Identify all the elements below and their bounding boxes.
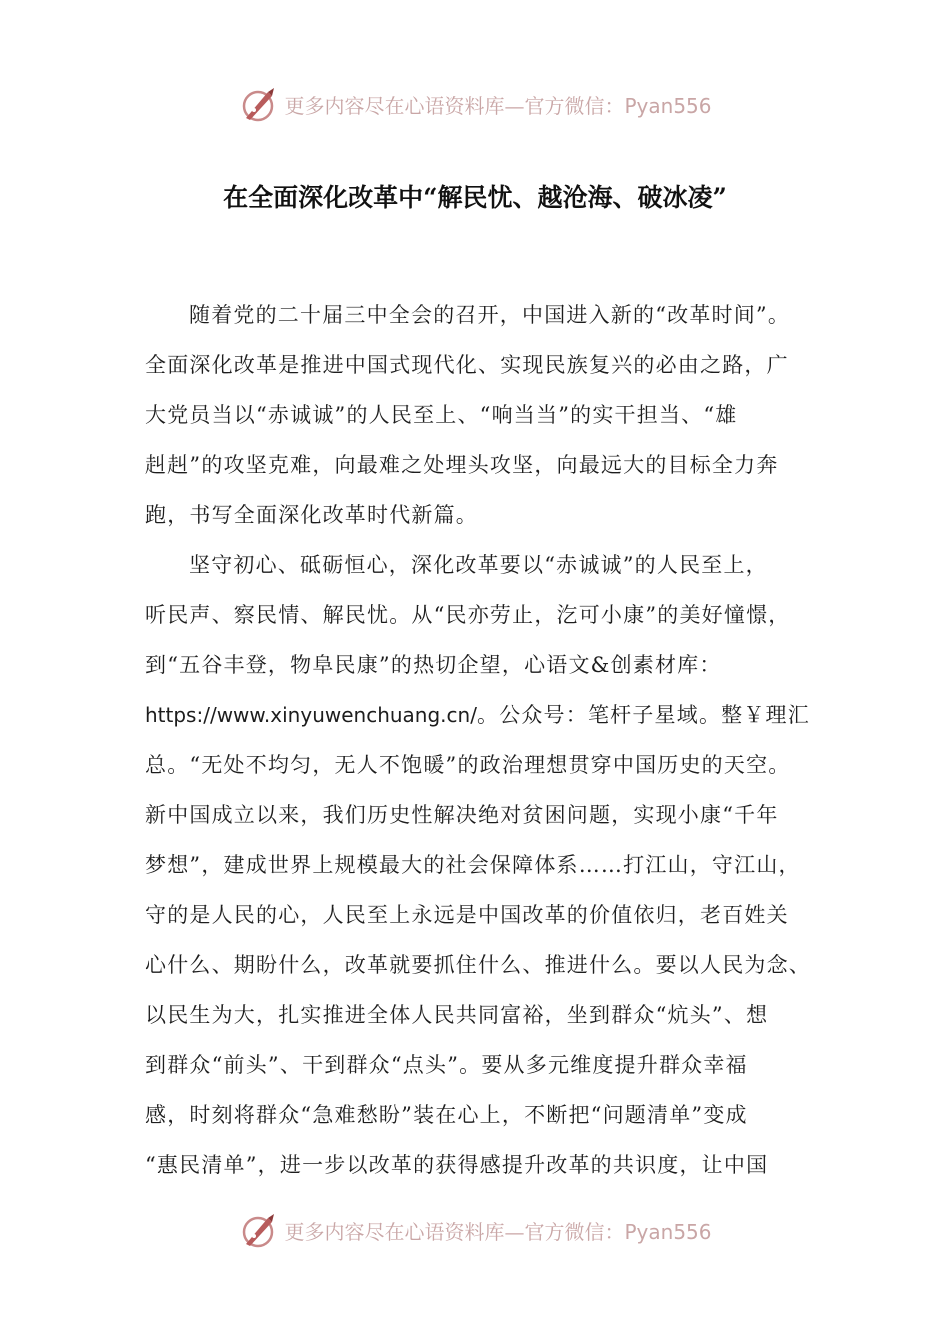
body-line: 到群众“前头”、干到群众“点头”。要从多元维度提升群众幸福 xyxy=(145,1053,748,1077)
body-line: 守的是人民的心，人民至上永远是中国改革的价值依归，老百姓关 xyxy=(145,903,789,927)
pen-nib-logo-icon xyxy=(238,1210,278,1250)
body-line: 听民声、察民情、解民忧。从“民亦劳止，汔可小康”的美好憧憬， xyxy=(145,603,791,627)
body-line: 新中国成立以来，我们历史性解决绝对贫困问题，实现小康“千年 xyxy=(145,803,779,827)
body-line: 坚守初心、砥砺恒心，深化改革要以“赤诚诚”的人民至上， xyxy=(189,553,768,577)
body-line: 赳赳”的攻坚克难，向最难之处埋头攻坚，向最远大的目标全力奔 xyxy=(145,453,779,477)
body-line: 心什么、期盼什么，改革就要抓住什么、推进什么。要以人民为念、 xyxy=(145,953,811,977)
banner-text: 更多内容尽在心语资料库—官方微信： xyxy=(284,93,625,118)
document-body xyxy=(145,290,810,1190)
pen-nib-logo-icon xyxy=(238,84,278,124)
body-line: 大党员当以“赤诚诚”的人民至上、“响当当”的实干担当、“雄 xyxy=(145,403,738,427)
site-url-link[interactable]: https://www.xinyuwenchuang.cn/ xyxy=(145,703,477,727)
body-line: “惠民清单”，进一步以改革的获得感提升改革的共识度，让中国 xyxy=(145,1153,769,1177)
body-line: 随着党的二十届三中全会的召开，中国进入新的“改革时间”。 xyxy=(189,303,791,327)
body-line: 到“五谷丰登，物阜民康”的热切企望，心语文&创素材库： xyxy=(145,653,722,677)
banner-text: 更多内容尽在心语资料库—官方微信： xyxy=(284,1219,625,1244)
footer-watermark-banner xyxy=(0,1208,950,1252)
body-line: 跑，书写全面深化改革时代新篇。 xyxy=(145,503,478,527)
header-watermark-banner xyxy=(0,82,950,126)
banner-wechat-id: Pyan556 xyxy=(624,1219,712,1244)
body-line: 以民生为大，扎实推进全体人民共同富裕，坐到群众“炕头”、想 xyxy=(145,1003,769,1027)
body-line: 感，时刻将群众“急难愁盼”装在心上，不断把“问题清单”变成 xyxy=(145,1103,748,1127)
body-line: 全面深化改革是推进中国式现代化、实现民族复兴的必由之路，广 xyxy=(145,353,789,377)
body-line-url-tail: 。公众号：笔杆子星域。整￥理汇 xyxy=(476,703,810,727)
body-line-with-url xyxy=(145,690,810,740)
document-title: 在全面深化改革中“解民忧、越沧海、破冰凌” xyxy=(223,183,727,212)
banner-wechat-id: Pyan556 xyxy=(624,93,712,118)
body-line: 总。“无处不均匀，无人不饱暖”的政治理想贯穿中国历史的天空。 xyxy=(145,753,791,777)
body-line: 梦想”，建成世界上规模最大的社会保障体系……打江山，守江山， xyxy=(145,853,801,877)
